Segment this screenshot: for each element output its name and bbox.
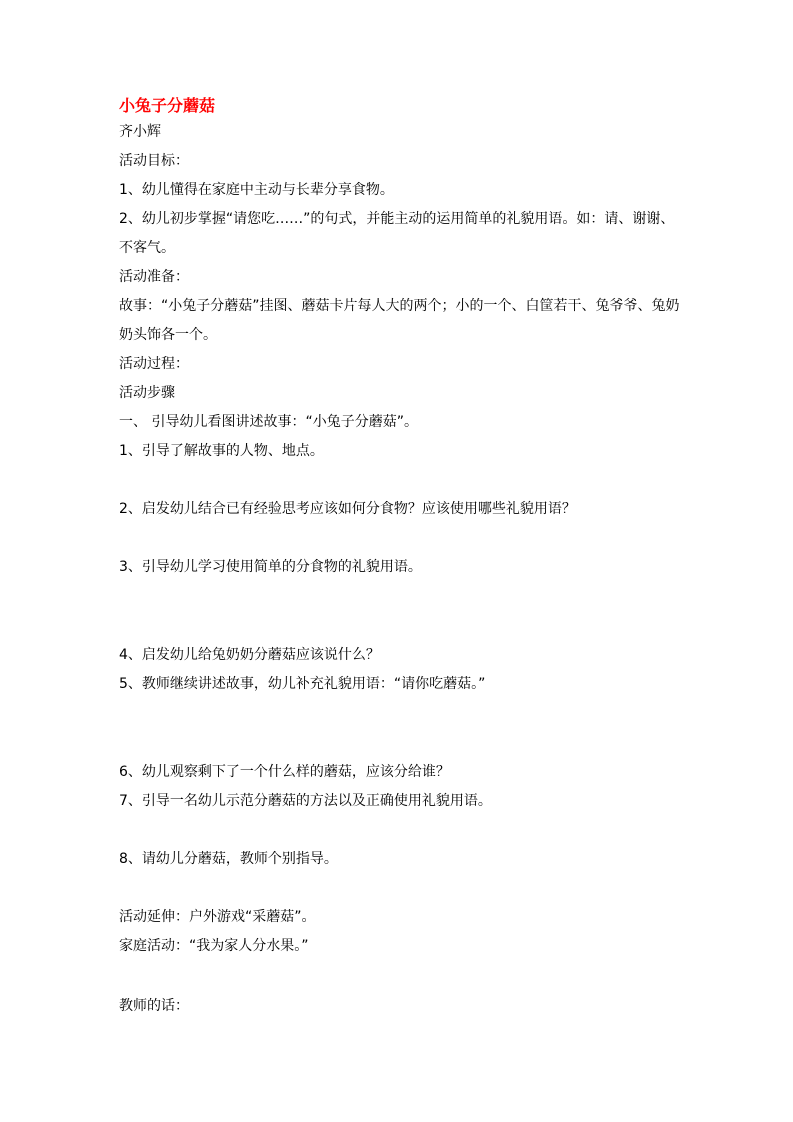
steps-heading: 活动步骤: [119, 385, 175, 401]
author-name: 齐小辉: [119, 124, 161, 140]
step-3: 3、引导幼儿学习使用简单的分食物的礼貌用语。: [119, 559, 422, 575]
step-4: 4、启发幼儿给兔奶奶分蘑菇应该说什么？: [119, 647, 380, 663]
process-heading: 活动过程：: [119, 356, 189, 372]
part-one: 一、 引导幼儿看图讲述故事：“小兔子分蘑菇”。: [119, 414, 418, 430]
prep-heading: 活动准备：: [119, 269, 189, 285]
prep-line-2: 奶头饰各一个。: [119, 327, 217, 343]
step-8: 8、请幼儿分蘑菇，教师个别指导。: [119, 851, 338, 867]
document-title: 小兔子分蘑菇: [119, 96, 216, 115]
home-activity: 家庭活动：“我为家人分水果。”: [119, 938, 309, 954]
step-2: 2、启发幼儿结合已有经验思考应该如何分食物？应该使用哪些礼貌用语？: [119, 501, 576, 517]
teacher-words: 教师的话：: [119, 998, 189, 1014]
goals-heading: 活动目标：: [119, 153, 189, 169]
goal-2-line-1: 2、幼儿初步掌握“请您吃……”的句式，并能主动的运用简单的礼貌用语。如：请、谢谢、: [119, 211, 675, 227]
step-5: 5、教师继续讲述故事，幼儿补充礼貌用语：“请你吃蘑菇。”: [119, 676, 486, 692]
activity-extension: 活动延伸：户外游戏“采蘑菇”。: [119, 909, 316, 925]
prep-line-1: 故事：“小兔子分蘑菇”挂图、蘑菇卡片每人大的两个；小的一个、白筐若干、兔爷爷、兔奶: [119, 298, 680, 314]
goal-2-line-2: 不客气。: [119, 240, 175, 256]
step-7: 7、引导一名幼儿示范分蘑菇的方法以及正确使用礼貌用语。: [119, 793, 492, 809]
goal-1: 1、幼儿懂得在家庭中主动与长辈分享食物。: [119, 182, 394, 198]
step-1: 1、引导了解故事的人物、地点。: [119, 443, 324, 459]
step-6: 6、幼儿观察剩下了一个什么样的蘑菇，应该分给谁？: [119, 764, 450, 780]
